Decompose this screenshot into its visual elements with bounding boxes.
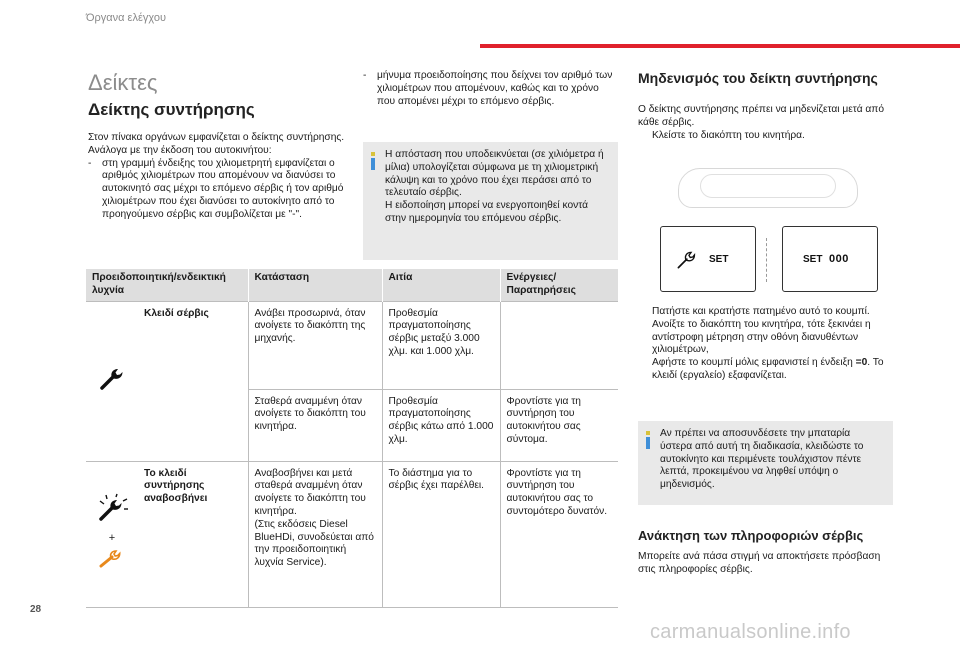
intro-paragraph: Στον πίνακα οργάνων εμφανίζεται ο δείκτης συντήρησης. Ανάλογα με την έκδοση του αυτοκινήτου: [88,132,345,156]
table-cell: Το διάστημα για το σέρβις έχει παρέλθει. [382,461,500,607]
dash-item: - μήνυμα προειδοποίησης που δείχνει τον αριθμό των χιλιομέτρων που απομένουν, καθώς και το χρόνο που απομένει μέχρι το επόμενο σέρβις. [363,70,613,107]
dash-item-text: μήνυμα προειδοποίησης που δείχνει τον αριθμό των χιλιομέτρων που απομένουν, καθώς και το χρόνο που απομένει μέχρι το επόμενο σέρβις. [377,70,613,107]
step-item [638,306,900,319]
table-cell [500,301,618,389]
set-reset-display [782,226,878,292]
table-cell: Προθεσμία πραγματοποίησης σέρβις κάτω από 1.000 χλμ. [382,389,500,461]
subsection-heading: Ανάκτηση των πληροφοριών σέρβις [638,528,864,543]
column-header: Αιτία [382,269,500,301]
reset-steps [638,306,900,383]
dash-item: - στη γραμμή ένδειξης του χιλιομετρητή εμφανίζεται ο αριθμός χιλιομέτρων που απομένουν να διανύσει το αυτοκινητό σας μέχρι το επόμενο σέρβις ή τον αριθμό χιλιομέτρων που έχει διανύσει το αυτοκίνητο από το προηγούμενο σέρβις και συμβολίζεται με "-". [88,157,344,220]
wrench-icon [99,384,125,395]
section-title: Όργανα ελέγχου [86,12,166,24]
table-cell: Αναβοσβήνει και μετά σταθερά αναμμένη όταν ανοίγετε το διακόπτη του κινητήρα. (Στις εκδόσεις Diesel BlueHDi, συνοδεύεται από την προειδοποιητική λυχνία Service). [248,461,382,607]
lamp-name: Το κλειδί συντήρησης αναβοσβήνει [138,461,248,607]
accent-bar [480,44,960,48]
set-label: SET [803,254,823,265]
table-cell: Φροντίστε για τη συντήρηση του αυτοκινήτου σας το συντομότερο δυνατόν. [500,461,618,607]
step-text: Πατήστε και κρατήστε πατημένο αυτό το κουμπί. [652,306,870,317]
page-number: 28 [30,604,42,615]
info-text: Αν πρέπει να αποσυνδέσετε την μπαταρία ύστερα από αυτή τη διαδικασία, κλειδώστε το αυτοκίνητο και περιμένετε τουλάχιστον πέντε λεπτά, προκειμένου να ληφθεί υπόψη ο μηδενισμός. [660,428,864,491]
subsection-text: Μπορείτε ανά πάσα στιγμή να αποκτήσετε πρόσβαση στις πληροφορίες σέρβις. [638,551,881,575]
info-icon [646,431,650,449]
column-header: Ενέργειες/ Παρατηρήσεις [500,269,618,301]
step-item [638,319,900,357]
dash-item-text: στη γραμμή ένδειξης του χιλιομετρητή εμφανίζεται ο αριθμός χιλιομέτρων που απομένουν να διανύσει το αυτοκινητό σας μέχρι το επόμενο σέρβις ή τον αριθμό χιλιομέτρων που έχει διανύσει το αυτοκίνητο από το προηγούμενο σέρβις και συμβολίζεται με "-". [102,157,344,220]
table-cell: Σταθερά αναμμένη όταν ανοίγετε το διακόπτη του κινητήρα. [248,389,382,461]
intro-text [88,132,350,222]
wrench-icon [675,249,697,276]
step-text-end: . Το κλειδί (εργαλείο) εξαφανίζεται. [652,357,884,381]
step-item [638,357,900,383]
watermark: carmanualsonline.info [650,621,851,643]
step-item [638,130,898,143]
orange-wrench-icon [92,548,132,575]
table-row [86,301,618,389]
page-title: Δείκτης συντήρησης [88,100,255,119]
maintenance-table [86,269,618,608]
reset-intro [638,104,898,142]
info-icon [371,152,375,170]
flashing-wrench-icon [92,493,132,528]
info-box [638,421,893,505]
info-box [363,142,618,260]
table-header-row [86,269,618,301]
column-header: Προειδοποιητική/ενδεικτική λυχνία [86,269,248,301]
step-text: Κλείστε το διακόπτη του κινητήρα. [652,129,805,141]
divider-line [766,238,767,282]
dashboard-figure [638,160,893,290]
set-button-display [660,226,756,292]
reset-intro-text: Ο δείκτης συντήρησης πρέπει να μηδενίζεται μετά από κάθε σέρβις. [638,104,884,128]
zero-indicator: =0 [855,357,868,369]
set-label: SET [709,254,729,265]
table-cell: Φροντίστε για τη συντήρηση του αυτοκινήτου σας σύντομα. [500,389,618,461]
category-title: Δείκτες [88,70,158,95]
table-row [86,461,618,607]
plus-sign: + [108,531,116,544]
lamp-name: Κλειδί σέρβις [138,301,248,461]
table-cell: Προθεσμία πραγματοποίησης σέρβις μεταξύ 3.000 χλμ. και 1.000 χλμ. [382,301,500,389]
table-cell: Ανάβει προσωρινά, όταν ανοίγετε το διακόπτη της μηχανής. [248,301,382,389]
step-text: Ανοίξτε το διακόπτη του κινητήρα, τότε ξεκινάει η αντίστροφη μέτρηση στην οθόνη διανυθέντων χιλιομέτρων, [652,318,871,356]
dashboard-inner-outline [700,174,836,198]
column-header: Κατάσταση [248,269,382,301]
info-text: Η απόσταση που υποδεικνύεται (σε χιλιόμετρα ή μίλια) υπολογίζεται σύμφωνα με τη χιλιομετρική κάλυψη και το χρόνο που έχει περάσει από το τελευταίο σέρβις. Η ειδοποίηση μπορεί να ενεργοποιηθεί κοντά στην ημερομηνία του επόμενου σέρβις. [385,149,604,224]
step-text: Αφήστε το κουμπί μόλις εμφανιστεί η ένδειξη [652,357,856,369]
section-heading: Μηδενισμός του δείκτη συντήρησης [638,70,878,86]
counter-value: 000 [829,253,849,265]
